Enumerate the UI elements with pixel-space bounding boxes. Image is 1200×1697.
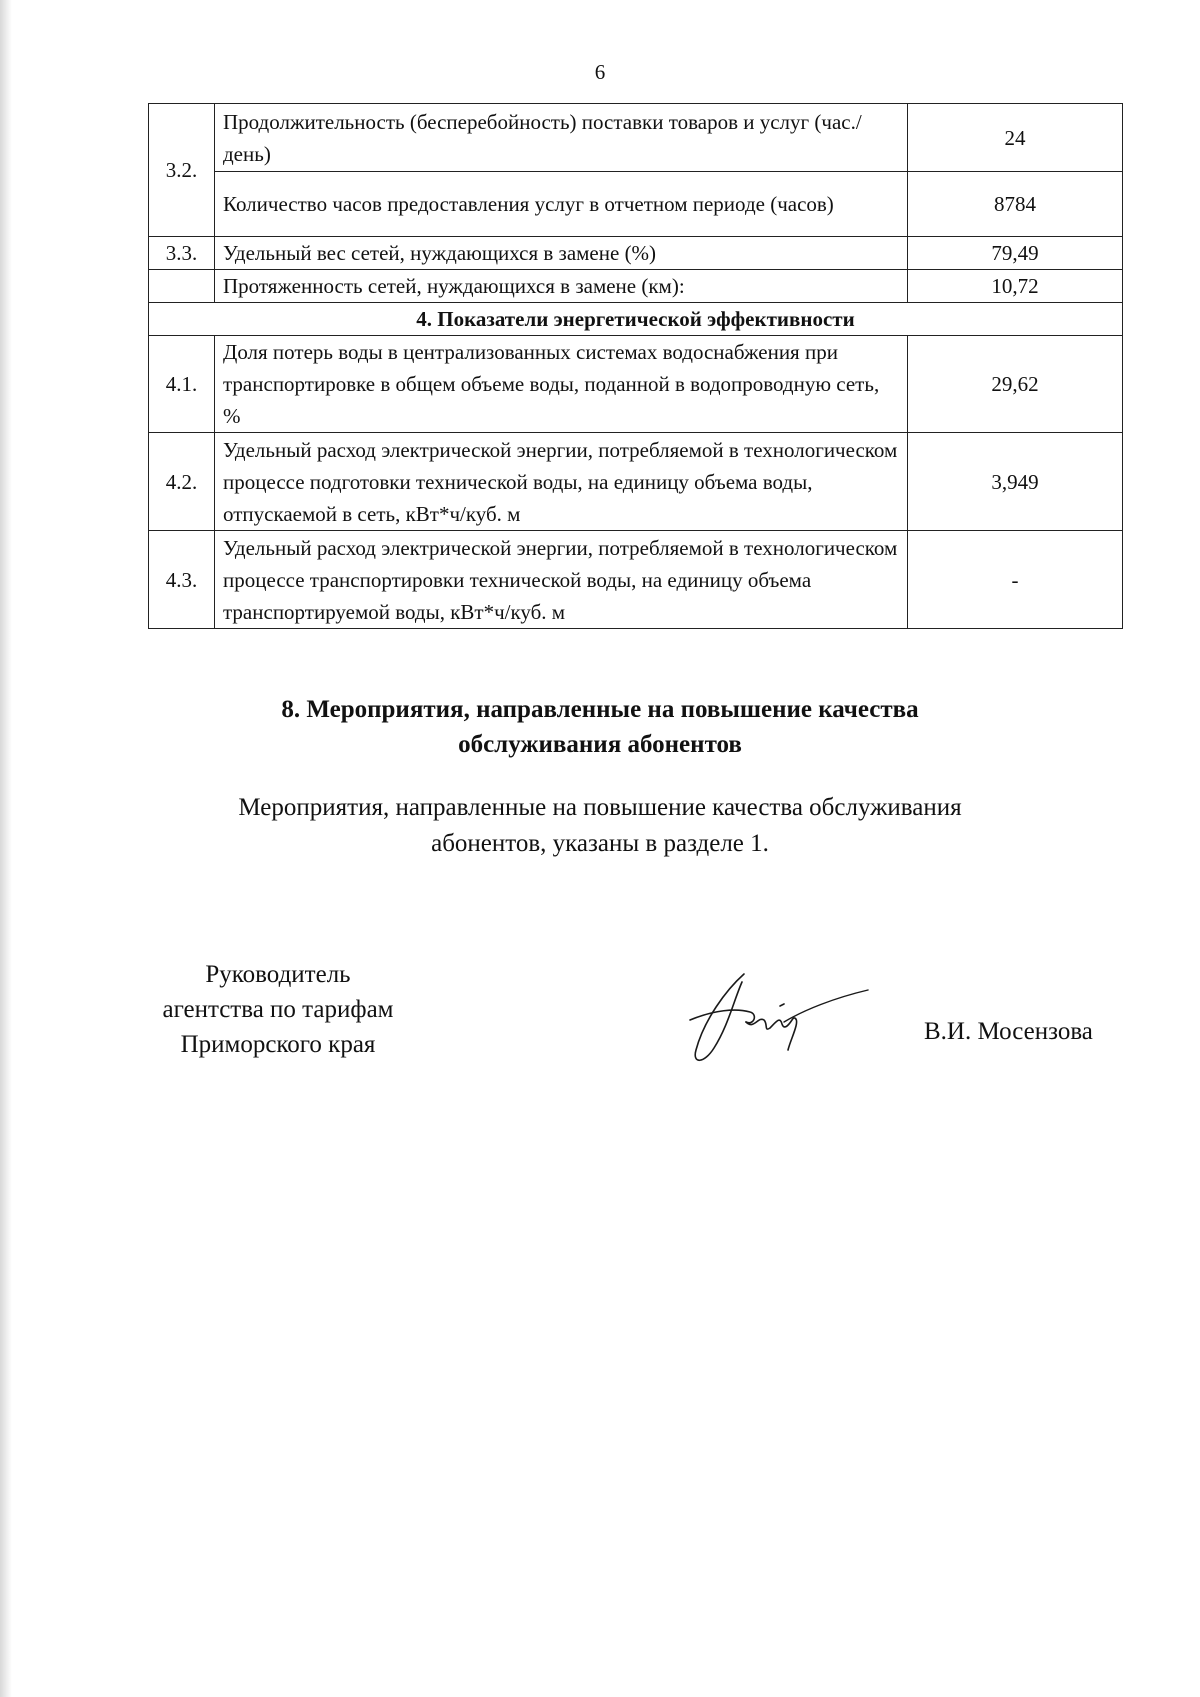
row-number bbox=[149, 270, 215, 303]
handwritten-signature bbox=[684, 960, 874, 1070]
row-number: 4.2. bbox=[149, 433, 215, 531]
table-row bbox=[149, 336, 1123, 433]
table-row bbox=[149, 433, 1123, 531]
section4-title: 4. Показатели энергетической эффективности bbox=[149, 303, 1123, 336]
row-number: 4.3. bbox=[149, 531, 215, 629]
row-description: Продолжительность (бесперебойность) поставки товаров и услуг (час./день) bbox=[215, 104, 908, 172]
section8-heading-line: обслуживания абонентов bbox=[458, 731, 742, 758]
row-description: Протяженность сетей, нуждающихся в замене (км): bbox=[215, 270, 908, 303]
signer-role-line: Приморского края bbox=[180, 1031, 376, 1058]
row-value: - bbox=[908, 531, 1123, 629]
table-row bbox=[149, 531, 1123, 629]
row-number: 3.2. bbox=[149, 104, 215, 237]
table-row bbox=[149, 172, 1123, 237]
signer-role-line: агентства по тарифам bbox=[162, 996, 394, 1023]
row-value: 29,62 bbox=[908, 336, 1123, 433]
row-value: 24 bbox=[908, 104, 1123, 172]
signer-name: В.И. Мосензова bbox=[924, 1018, 1093, 1045]
section-heading-row bbox=[149, 303, 1123, 336]
row-description: Удельный расход электрической энергии, потребляемой в технологическом процессе подготовки технической воды, на единицу объема воды, отпускаемой в сеть, кВт*ч/куб. м bbox=[215, 433, 908, 531]
row-description: Удельный вес сетей, нуждающихся в замене (%) bbox=[215, 237, 908, 270]
section8-text-line: абонентов, указаны в разделе 1. bbox=[431, 830, 769, 857]
row-value: 79,49 bbox=[908, 237, 1123, 270]
section8-text bbox=[0, 790, 1200, 862]
row-value: 10,72 bbox=[908, 270, 1123, 303]
row-number: 4.1. bbox=[149, 336, 215, 433]
row-value: 3,949 bbox=[908, 433, 1123, 531]
section8-text-line: Мероприятия, направленные на повышение качества обслуживания bbox=[238, 794, 962, 821]
row-value: 8784 bbox=[908, 172, 1123, 237]
table-row bbox=[149, 237, 1123, 270]
indicators-table bbox=[148, 103, 1123, 629]
signer-role-line: Руководитель bbox=[205, 961, 351, 988]
section8-heading-line: 8. Мероприятия, направленные на повышение качества bbox=[281, 696, 919, 723]
table-row bbox=[149, 104, 1123, 172]
page-number: 6 bbox=[594, 60, 606, 84]
signer-role bbox=[118, 957, 438, 1062]
row-description: Количество часов предоставления услуг в отчетном периоде (часов) bbox=[215, 172, 908, 237]
table-row bbox=[149, 270, 1123, 303]
row-description: Удельный расход электрической энергии, потребляемой в технологическом процессе транспортировки технической воды, на единицу объема транспортируемой воды, кВт*ч/куб. м bbox=[215, 531, 908, 629]
row-description: Доля потерь воды в централизованных системах водоснабжения при транспортировке в общем объеме воды, поданной в водопроводную сеть, % bbox=[215, 336, 908, 433]
section8-heading bbox=[0, 692, 1200, 762]
row-number: 3.3. bbox=[149, 237, 215, 270]
